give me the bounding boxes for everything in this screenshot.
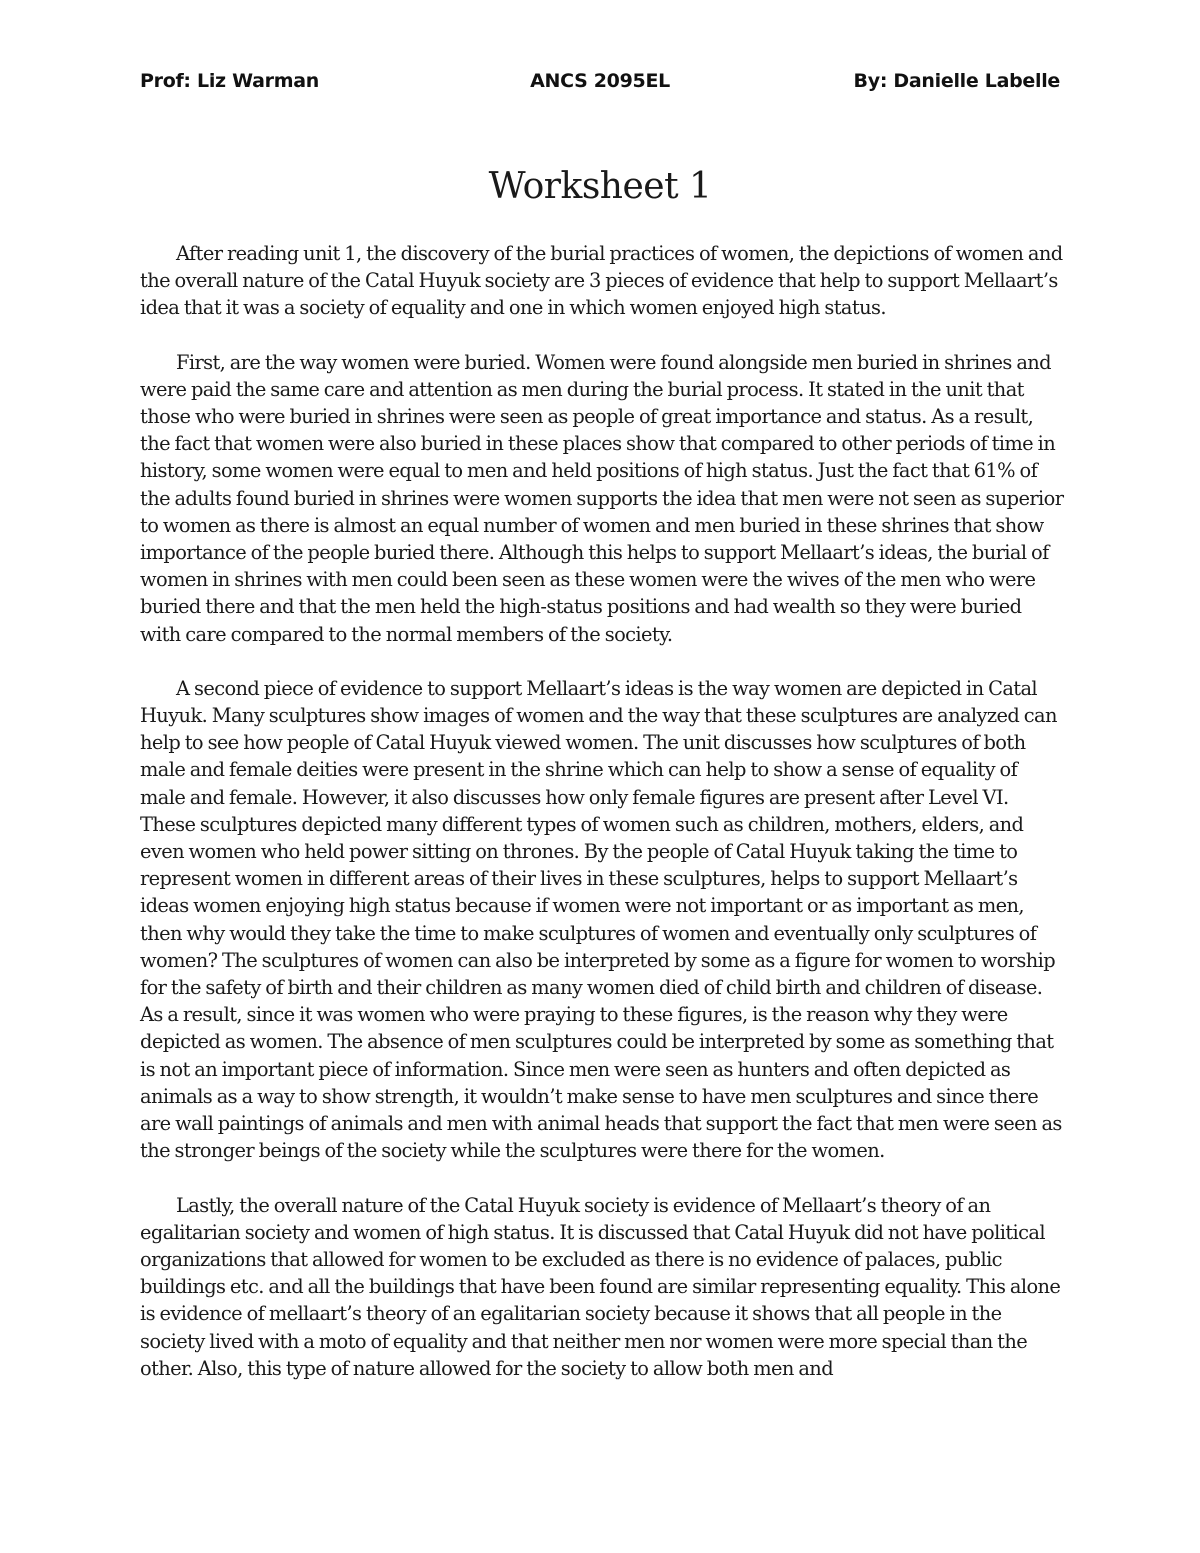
document-body (140, 240, 1065, 1409)
document-title: Worksheet 1 (488, 166, 712, 207)
paragraph-intro: After reading unit 1, the discovery of the burial practices of women, the depictions of women and the overall nature of the Catal Huyuk society are 3 pieces of evidence that help to support Mellaart’s idea that it was a society of equality and one in which women enjoyed high status. (140, 242, 1063, 320)
paragraph-depictions: A second piece of evidence to support Mellaart’s ideas is the way women are depicted in Catal Huyuk. Many sculptures show images of women and the way that these sculptures are analyzed can help to see how people of Catal Huyuk viewed women. The unit discusses how sculptures of both male and female deities were present in the shrine which can help to show a sense of equality of male and female. However, it also discusses how only female figures are present after Level VI. These sculptures depicted many different types of women such as children, mothers, elders, and even women who held power sitting on thrones. By the people of Catal Huyuk taking the time to represent women in different areas of their lives in these sculptures, helps to support Mellaart’s ideas women enjoying high status because if women were not important or as important as men, then why would they take the time to make sculptures of women and eventually only sculptures of women? The sculptures of women can also be interpreted by some as a figure for women to worship for the safety of birth and their children as many women died of child birth and children of disease. As a result, since it was women who were praying to these figures, is the reason why they were depicted as women. The absence of men sculptures could be interpreted by some as something that is not an important piece of information. Since men were seen as hunters and often depicted as animals as a way to show strength, it wouldn’t make sense to have men sculptures and since there are wall paintings of animals and men with animal heads that support the fact that men were seen as the stronger beings of the society while the sculptures were there for the women. (140, 676, 1062, 1163)
paragraph-burial: First, are the way women were buried. Women were found alongside men buried in shrines and were paid the same care and attention as men during the burial process. It stated in the unit that those who were buried in shrines were seen as people of great importance and status. As a result, the fact that women were also buried in these places show that compared to other periods of time in history, some women were equal to men and held positions of high status. Just the fact that 61% of the adults found buried in shrines were women supports the idea that men were not seen as superior to women as there is almost an equal number of women and men buried in these shrines that show importance of the people buried there. Although this helps to support Mellaart’s ideas, the burial of women in shrines with men could been seen as these women were the wives of the men who were buried there and that the men held the high-status positions and had wealth so they were buried with care compared to the normal members of the society. (140, 350, 1064, 646)
header-course-code: ANCS 2095EL (530, 70, 670, 92)
header-author: By: Danielle Labelle (853, 70, 1060, 92)
paragraph-society: Lastly, the overall nature of the Catal Huyuk society is evidence of Mellaart’s theory of an egalitarian society and women of high status. It is discussed that Catal Huyuk did not have political organizations that allowed for women to be excluded as there is no evidence of palaces, public buildings etc. and all the buildings that have been found are similar representing equality. This alone is evidence of mellaart’s theory of an egalitarian society because it shows that all people in the society lived with a moto of equality and that neither men nor women were more special than the other. Also, this type of nature allowed for the society to allow both men and (140, 1193, 1061, 1380)
page-header (140, 70, 1060, 100)
header-professor: Prof: Liz Warman (140, 70, 319, 92)
